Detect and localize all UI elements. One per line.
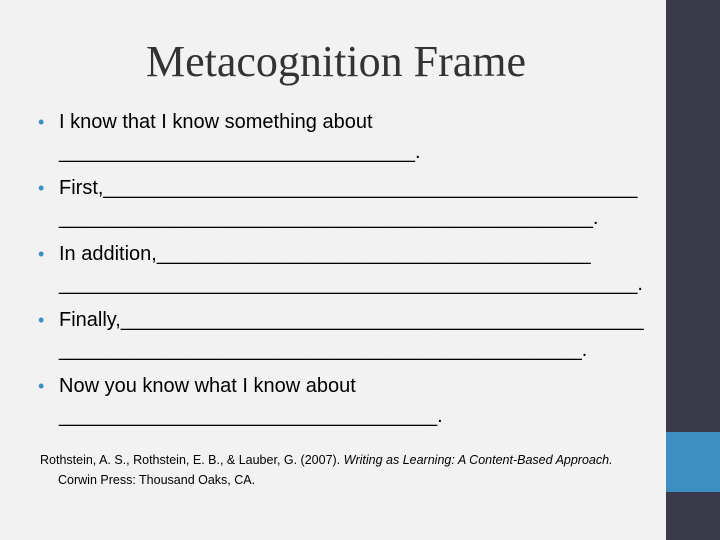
bullet-icon: • xyxy=(38,112,45,132)
blank-line: ________________________________________________. xyxy=(59,207,599,229)
bullet-icon: • xyxy=(38,310,45,330)
bullet-item xyxy=(38,371,658,431)
bullet-line xyxy=(59,305,658,335)
bullet-text: First,________________________________________________ xyxy=(59,177,638,199)
bullet-line xyxy=(59,239,658,269)
bullet-icon: • xyxy=(38,376,45,396)
bullet-item xyxy=(38,305,658,365)
bullet-item xyxy=(38,107,658,167)
blank-line: ____________________________________________________. xyxy=(59,273,643,295)
bullet-line xyxy=(59,401,658,431)
citation xyxy=(40,450,660,490)
bullet-text: Finally,_______________________________________________ xyxy=(59,309,644,331)
bullet-line xyxy=(59,137,658,167)
bullet-line xyxy=(59,107,658,137)
bullet-text: Now you know what I know about xyxy=(59,375,356,397)
bullet-line xyxy=(59,371,658,401)
bullet-line xyxy=(59,335,658,365)
bullet-line xyxy=(59,173,658,203)
sidebar-accent-block xyxy=(666,432,720,492)
citation-title: Writing as Learning: A Content-Based Approach. xyxy=(343,453,613,467)
citation-authors: Rothstein, A. S., Rothstein, E. B., & Lauber, G. (2007). xyxy=(40,453,341,467)
bullet-icon: • xyxy=(38,178,45,198)
slide-title: Metacognition Frame xyxy=(145,37,526,86)
blank-line: __________________________________. xyxy=(59,405,443,427)
blank-line: _______________________________________________. xyxy=(59,339,588,361)
blank-line: ________________________________. xyxy=(59,141,421,163)
bullet-list xyxy=(38,107,658,437)
citation-publisher: Corwin Press: Thousand Oaks, CA. xyxy=(58,473,256,487)
bullet-line xyxy=(59,269,658,299)
bullet-text: I know that I know something about xyxy=(59,111,373,133)
bullet-item xyxy=(38,173,658,233)
bullet-icon: • xyxy=(38,244,45,264)
citation-line xyxy=(40,450,660,470)
bullet-line xyxy=(59,203,658,233)
bullet-text: In addition,_______________________________________ xyxy=(59,243,591,265)
bullet-item xyxy=(38,239,658,299)
